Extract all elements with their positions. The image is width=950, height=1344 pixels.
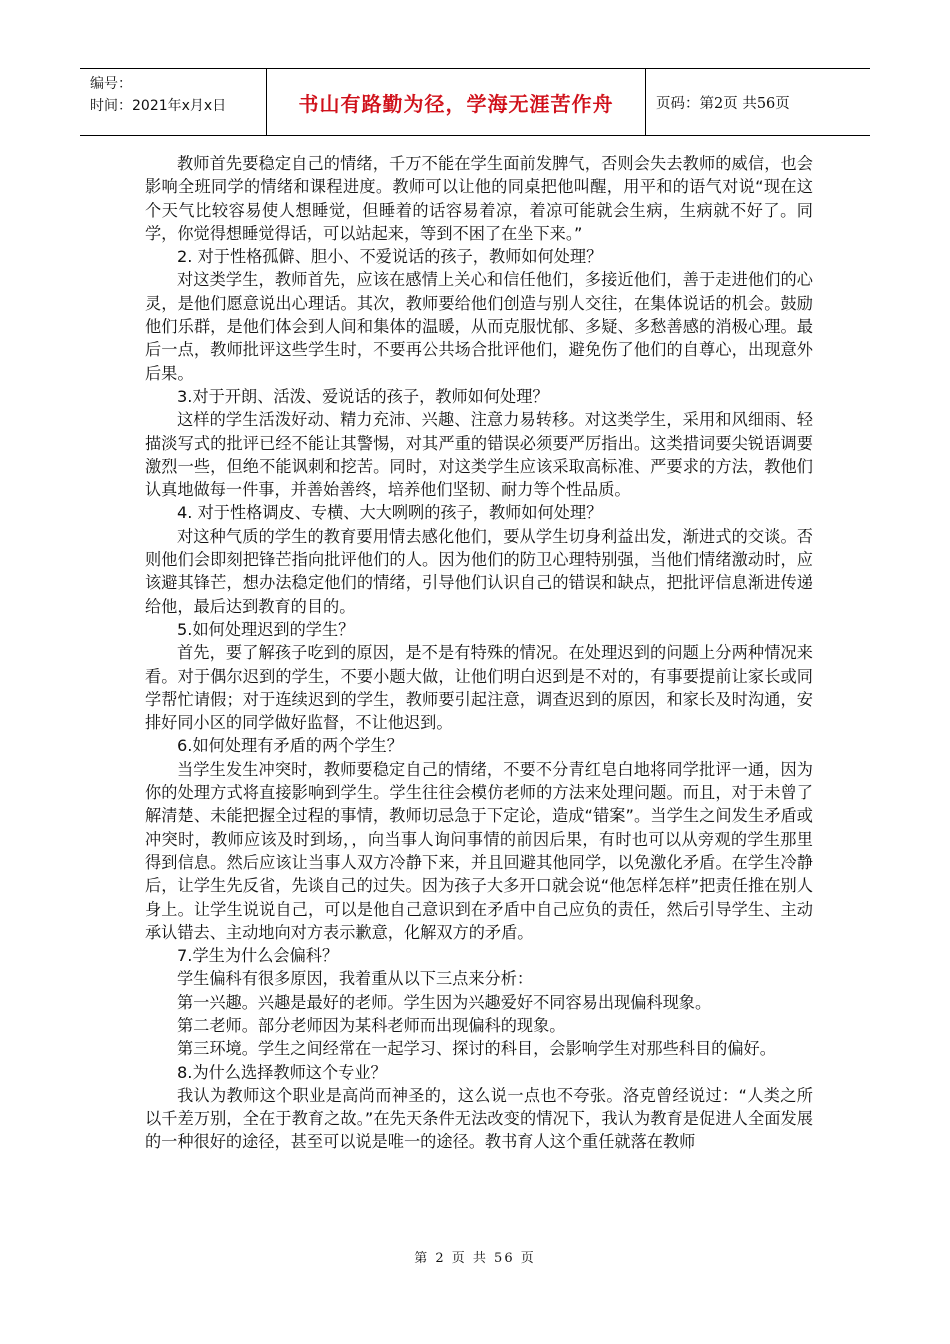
header-meta	[80, 69, 266, 135]
document-time-label: 时间：2021年x月x日	[90, 98, 227, 114]
page-footer: 第 2 页 共 56 页	[414, 1251, 536, 1266]
body-paragraph: 2. 对于性格孤僻、胆小、不爱说话的孩子，教师如何处理？	[177, 247, 603, 267]
header-motto: 书山有路勤为径，学海无涯苦作舟	[266, 69, 646, 135]
body-paragraph: 4. 对于性格调皮、专横、大大咧咧的孩子，教师如何处理？	[177, 503, 603, 523]
document-number-label: 编号：	[90, 76, 132, 92]
body-paragraph: 6.如何处理有矛盾的两个学生？	[177, 736, 403, 756]
body-paragraph: 5.如何处理迟到的学生？	[177, 619, 355, 639]
body-paragraph: 教师首先要稳定自己的情绪，千万不能在学生面前发脾气，否则会失去教师的威信，也会影响全班同学的情绪和课程进度。教师可以让他的同桌把他叫醒，用平和的语气对说“现在这个天气比较容易使人想睡觉，但睡着的话容易着凉，着凉可能就会生病，生病就不好了。同学，你觉得想睡觉得话，可以站起来，等到不困了在坐下来。”	[145, 154, 813, 243]
body-paragraph: 首先，要了解孩子吃到的原因，是不是有特殊的情况。在处理迟到的问题上分两种情况来看。对于偶尔迟到的学生，不要小题大做，让他们明白迟到是不对的，有事要提前让家长或同学帮忙请假；对于连续迟到的学生，教师要引起注意，调查迟到的原因，和家长及时沟通，安排好同小区的同学做好监督，不让他迟到。	[145, 643, 813, 733]
body-paragraph: 第二老师。部分老师因为某科老师而出现偏科的现象。	[177, 1015, 566, 1035]
body-paragraph: 3.对于开朗、活泼、爱说话的孩子，教师如何处理？	[177, 386, 549, 406]
body-paragraph: 第一兴趣。兴趣是最好的老师。学生因为兴趣爱好不同容易出现偏科现象。	[177, 992, 712, 1012]
page-header	[80, 68, 870, 136]
body-paragraph: 当学生发生冲突时，教师要稳定自己的情绪，不要不分青红皂白地将同学批评一通，因为你的处理方式将直接影响到学生。学生往往会模仿老师的方法来处理问题。而且，对于未曾了解清楚、未能把握全过程的事情，教师切忌急于下定论，造成“错案”。当学生之间发生矛盾或冲突时，教师应该及时到场，，向当事人询问事情的前因后果，有时也可以从旁观的学生那里得到信息。然后应该让当事人双方冷静下来，并且回避其他同学，以免激化矛盾。在学生冷静后，让学生先反省，先谈自己的过失。因为孩子大多开口就会说“他怎样怎样”把责任推在别人身上。让学生说说自己，可以是他自己意识到在矛盾中自己应负的责任，然后引导学生、主动承认错去、主动地向对方表示歉意，化解双方的矛盾。	[145, 759, 813, 942]
body-paragraph: 8.为什么选择教师这个专业？	[177, 1062, 387, 1082]
body-paragraph: 这样的学生活泼好动、精力充沛、兴趣、注意力易转移。对这类学生，采用和风细雨、轻描淡写式的批评已经不能让其警惕，对其严重的错误必须要严厉指出。这类措词要尖锐语调要激烈一些，但绝不能讽刺和挖苦。同时，对这类学生应该采取高标准、严要求的方法，教他们认真地做每一件事，并善始善终，培养他们坚韧、耐力等个性品质。	[145, 410, 813, 500]
body-paragraph: 我认为教师这个职业是高尚而神圣的，这么说一点也不夸张。洛克曾经说过：“人类之所以千差万别，全在于教育之故。”在先天条件无法改变的情况下，我认为教育是促进人全面发展的一种很好的途径，甚至可以说是唯一的途径。教书育人这个重任就落在教师	[145, 1085, 813, 1152]
body-paragraph: 对这类学生，教师首先，应该在感情上关心和信任他们，多接近他们，善于走进他们的心灵，是他们愿意说出心理话。其次，教师要给他们创造与别人交往，在集体说话的机会。鼓励他们乐群，是他们体会到人间和集体的温暖，从而克服忧郁、多疑、多愁善感的消极心理。最后一点，教师批评这些学生时，不要再公共场合批评他们，避免伤了他们的自尊心，出现意外后果。	[145, 270, 813, 383]
body-paragraph: 第三环境。学生之间经常在一起学习、探讨的科目，会影响学生对那些科目的偏好。	[177, 1039, 776, 1059]
body-paragraph: 7.学生为什么会偏科？	[177, 946, 339, 966]
body-paragraph: 对这种气质的学生的教育要用情去感化他们，要从学生切身利益出发，渐进式的交谈。否则他们会即刻把锋芒指向批评他们的人。因为他们的防卫心理特别强，当他们情绪激动时，应该避其锋芒，想办法稳定他们的情绪，引导他们认识自己的错误和缺点，把批评信息渐进传递给他，最后达到教育的目的。	[145, 526, 813, 616]
document-body	[145, 152, 813, 1154]
body-paragraph: 学生偏科有很多原因，我着重从以下三点来分析：	[177, 969, 534, 989]
header-page-number: 页码：第2页 共56页	[656, 95, 790, 112]
